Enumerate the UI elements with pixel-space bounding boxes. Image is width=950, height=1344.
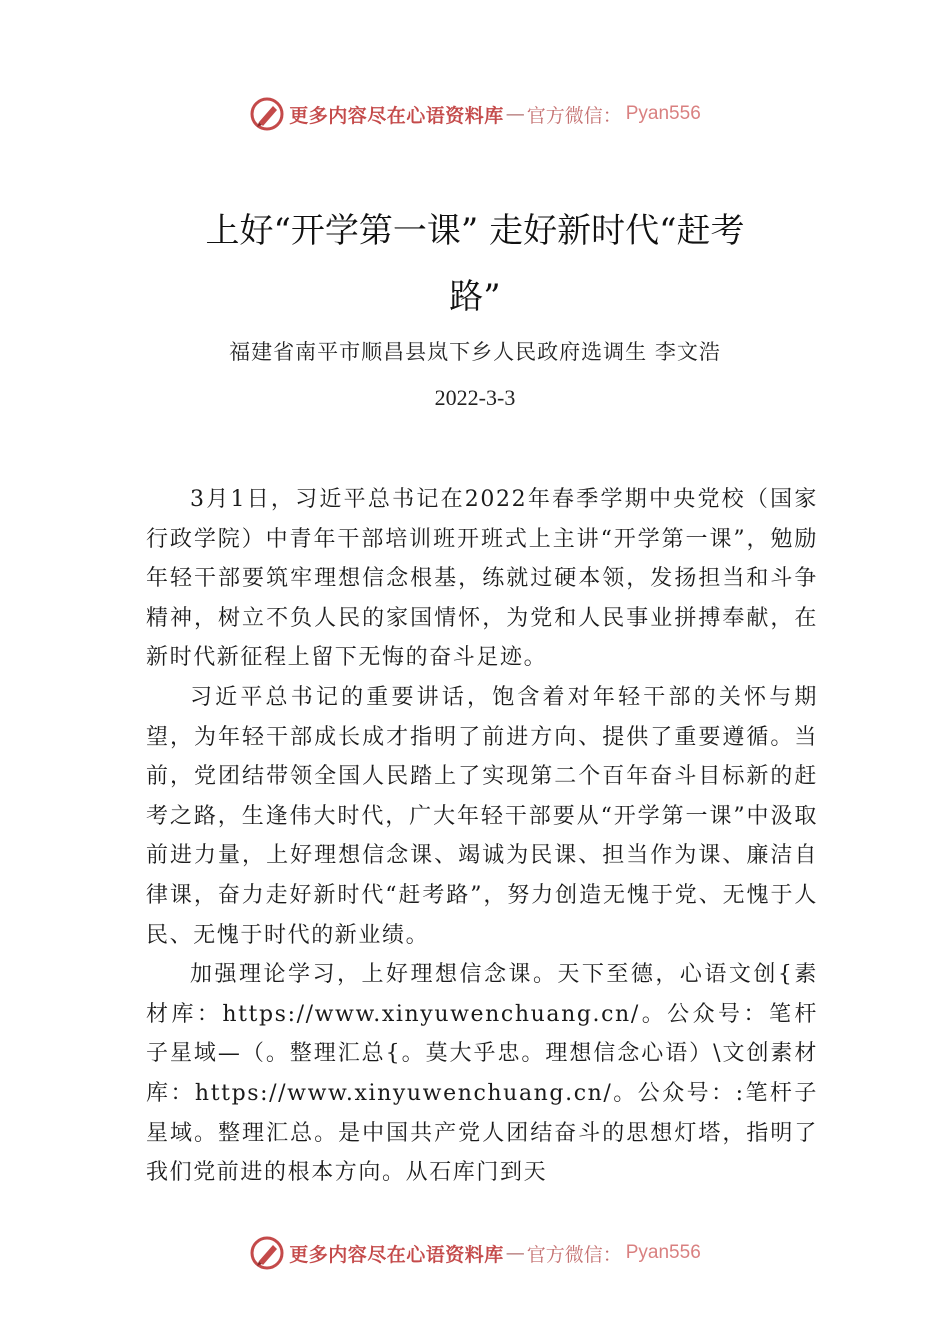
watermark-wechat-label: 官方微信： [526, 1243, 622, 1266]
article-title-line-1: 上好“开学第一课” 走好新时代“赶考 [205, 211, 745, 251]
article-title-line-2: 路” [449, 277, 501, 317]
article-title [150, 198, 800, 330]
paragraph: 习近平总书记的重要讲话，饱含着对年轻干部的关怀与期望，为年轻干部成长成才指明了前进方向、提供了重要遵循。当前，党团结带领全国人民踏上了实现第二个百年奋斗目标新的赶考之路，生逢伟大时代，广大年轻干部要从“开学第一课”中汲取前进力量，上好理想信念课、竭诚为民课、担当作为课、廉洁自律课，奋力走好新时代“赶考路”，努力创造无愧于党、无愧于人民、无愧于时代的新业绩。 [146, 684, 818, 948]
watermark-wechat-id: Pyan556 [625, 103, 701, 124]
pen-logo-icon [249, 1235, 285, 1271]
watermark-separator: — [505, 1242, 525, 1264]
watermark-slogan: 更多内容尽在心语资料库 [289, 104, 504, 127]
paragraph: 3月1日，习近平总书记在2022年春季学期中央党校（国家行政学院）中青年干部培训班开班式上主讲“开学第一课”，勉励年轻干部要筑牢理想信念根基，练就过硬本领，发扬担当和斗争精神，树立不负人民的家国情怀，为党和人民事业拼搏奉献，在新时代新征程上留下无悔的奋斗足迹。 [146, 487, 818, 671]
article-body [146, 480, 818, 1193]
header-watermark [0, 94, 950, 134]
watermark-wechat-id: Pyan556 [625, 1242, 701, 1263]
paragraph: 加强理论学习，上好理想信念课。天下至德，心语文创{素材库：https://www.xinyuwenchuang.cn/。公众号：笔杆子星域—（。整理汇总{。莫大乎忠。理想信念心语）\文创素材库：https://www.xinyuwenchuang.cn/。公众号：:笔杆子星域。整理汇总。是中国共产党人团结奋斗的思想灯塔，指明了我们党前进的根本方向。从石库门到天 [146, 962, 818, 1186]
article-author: 福建省南平市顺昌县岚下乡人民政府选调生 李文浩 [229, 340, 721, 364]
pen-logo-icon [249, 96, 285, 132]
watermark-wechat-label: 官方微信： [526, 104, 622, 127]
article-date: 2022-3-3 [434, 385, 516, 410]
footer-watermark [0, 1233, 950, 1273]
watermark-slogan: 更多内容尽在心语资料库 [289, 1243, 504, 1266]
watermark-separator: — [505, 103, 525, 125]
